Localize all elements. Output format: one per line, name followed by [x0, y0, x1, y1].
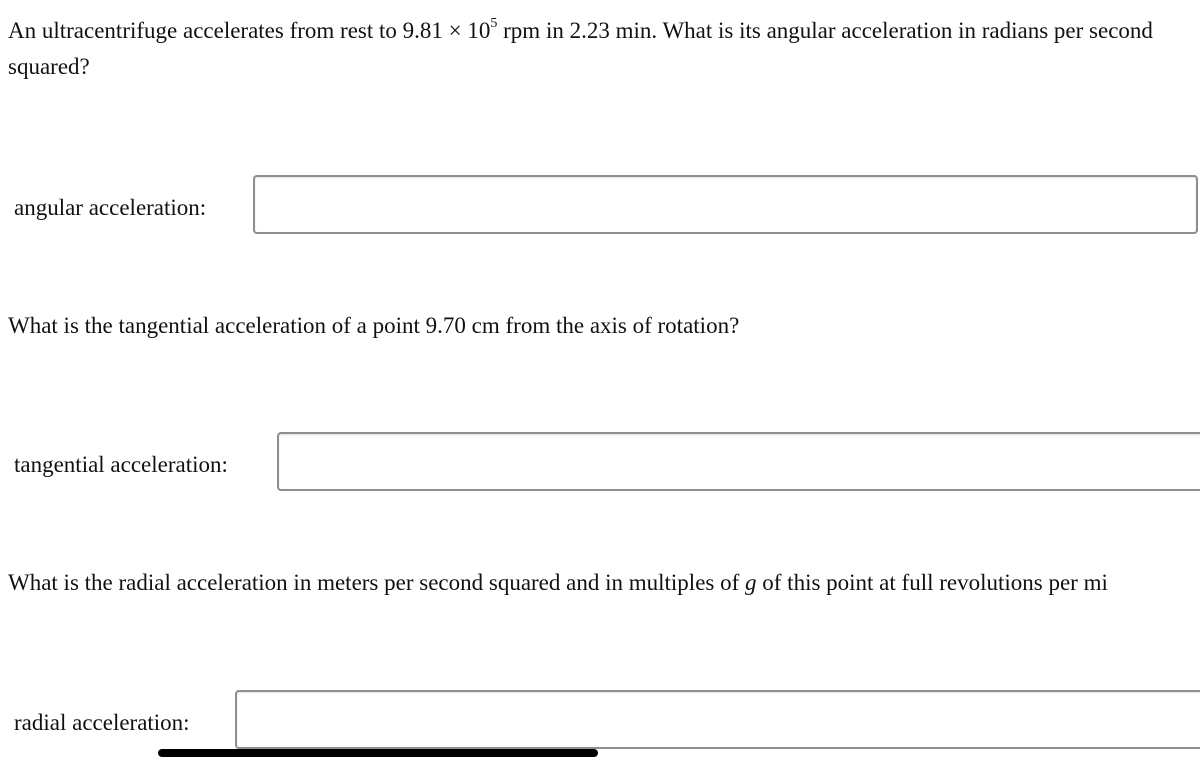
- question-text: of this point at full revolutions per mi: [756, 570, 1108, 595]
- angular-acceleration-label: angular acceleration:: [14, 195, 207, 220]
- radial-acceleration-input[interactable]: [235, 690, 1200, 749]
- time-unit: min: [615, 18, 652, 43]
- times-sign: ×: [448, 18, 462, 43]
- question-text: An ultracentrifuge accelerates from rest to: [8, 18, 403, 43]
- gravity-symbol: g: [745, 570, 757, 595]
- speed-unit: rpm: [503, 18, 541, 43]
- time-value: 2.23: [569, 18, 610, 43]
- radial-acceleration-label: radial acceleration:: [14, 710, 190, 735]
- question-text: in: [540, 18, 570, 43]
- exponent-base: 10: [467, 18, 491, 43]
- angular-acceleration-input[interactable]: [253, 175, 1198, 234]
- question-radial-acceleration: [8, 565, 1108, 601]
- exponent: 5: [490, 16, 498, 32]
- question-tangential-acceleration: What is the tangential acceleration of a point 9.70 cm from the axis of rotation?: [8, 313, 740, 338]
- question-text: . What is its angular acceleration in radians per second squared?: [8, 18, 1153, 79]
- question-angular-acceleration: [8, 13, 1192, 85]
- tangential-acceleration-label: tangential acceleration:: [14, 452, 228, 477]
- tangential-acceleration-input[interactable]: [277, 432, 1200, 491]
- question-text: What is the radial acceleration in meters per second squared and in multiples of: [8, 570, 746, 595]
- horizontal-scrollbar-thumb[interactable]: [158, 749, 598, 757]
- speed-value: 9.81: [402, 18, 443, 43]
